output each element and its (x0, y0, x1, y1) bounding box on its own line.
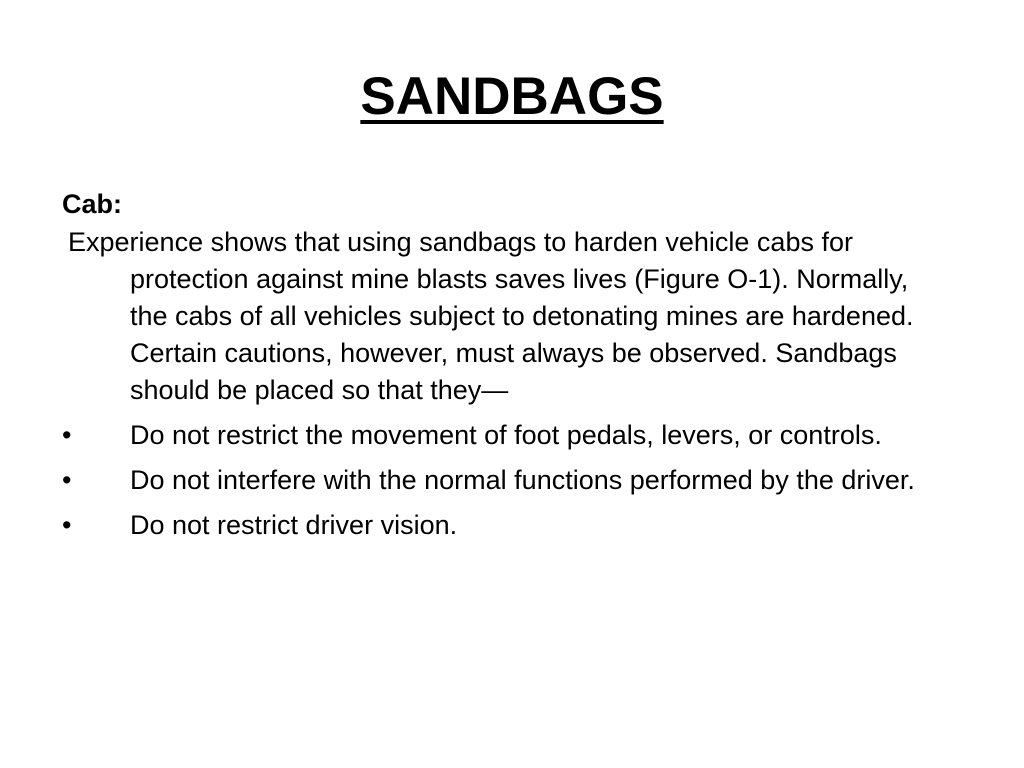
bullet-item (62, 417, 952, 454)
body-paragraph: Experience shows that using sandbags to harden vehicle cabs for protection against mine blasts saves lives (Figure O-1). Normally, the cabs of all vehicles subject to detonating mines are hardened. Certain cautions, however, must always be observed. Sandbags should be placed so that they— (68, 227, 914, 405)
bullet-text: Do not restrict driver vision. (130, 510, 458, 540)
section-heading: Cab: (62, 189, 122, 219)
slide-body (62, 184, 962, 544)
bullet-icon: • (62, 420, 72, 450)
bullet-item (62, 462, 952, 499)
slide-title-text: SANDBAGS (360, 67, 664, 126)
bullet-icon: • (62, 510, 72, 540)
slide-title (0, 62, 1024, 132)
bullet-text: Do not interfere with the normal functions performed by the driver. (130, 465, 915, 495)
bullet-text: Do not restrict the movement of foot pedals, levers, or controls. (130, 420, 882, 450)
bullet-item (62, 507, 952, 544)
bullet-icon: • (62, 465, 72, 495)
